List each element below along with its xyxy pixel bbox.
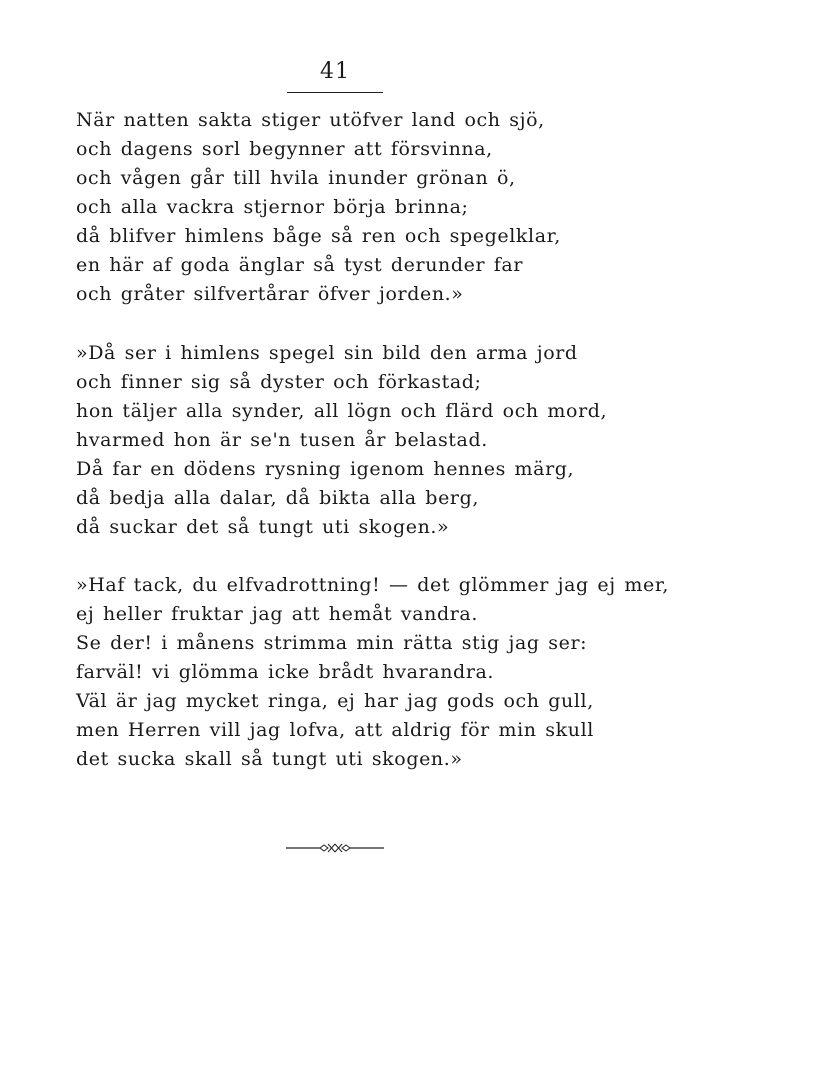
verse-line: en här af goda änglar så tyst derunder far	[76, 254, 524, 276]
page-header	[0, 58, 670, 86]
page-number: 41	[320, 59, 350, 84]
stanza-2	[76, 339, 607, 542]
verse-line: då bedja alla dalar, då bikta alla berg,	[76, 487, 479, 509]
verse-line: Väl är jag mycket ringa, ej har jag gods och gull,	[76, 690, 594, 712]
verse-line: farväl! vi glömma icke brådt hvarandra.	[76, 661, 495, 683]
verse-line: och finner sig så dyster och förkastad;	[76, 371, 482, 393]
verse-line: ej heller fruktar jag att hemåt vandra.	[76, 603, 478, 625]
verse-line: hon täljer alla synder, all lögn och flärd och mord,	[76, 400, 608, 422]
verse-line: och gråter silfvertårar öfver jorden.»	[76, 283, 464, 305]
header-rule	[287, 92, 383, 93]
stanza-3	[76, 571, 669, 774]
stanza-1	[76, 106, 561, 309]
verse-line: då suckar det så tungt uti skogen.»	[76, 516, 450, 538]
verse-line: Se der! i månens strimma min rätta stig jag ser:	[76, 632, 588, 654]
verse-line: men Herren vill jag lofva, att aldrig för min skull	[76, 719, 594, 741]
verse-line: När natten sakta stiger utöfver land och sjö,	[76, 109, 545, 131]
verse-line: »Haf tack, du elfvadrottning! — det glömmer jag ej mer,	[76, 574, 670, 596]
verse-line: och dagens sorl begynner att försvinna,	[76, 138, 493, 160]
verse-line: hvarmed hon är se'n tusen år belastad.	[76, 429, 488, 451]
verse-line: och vågen går till hvila inunder grönan ö,	[76, 167, 516, 189]
verse-line: då blifver himlens båge så ren och spegelklar,	[76, 225, 561, 247]
verse-line: Då far en dödens rysning igenom hennes märg,	[76, 458, 575, 480]
tailpiece-ornament-icon	[286, 838, 384, 858]
verse-line: »Då ser i himlens spegel sin bild den arma jord	[76, 342, 578, 364]
verse-line: det sucka skall så tungt uti skogen.»	[76, 748, 463, 770]
verse-line: och alla vackra stjernor börja brinna;	[76, 196, 469, 218]
